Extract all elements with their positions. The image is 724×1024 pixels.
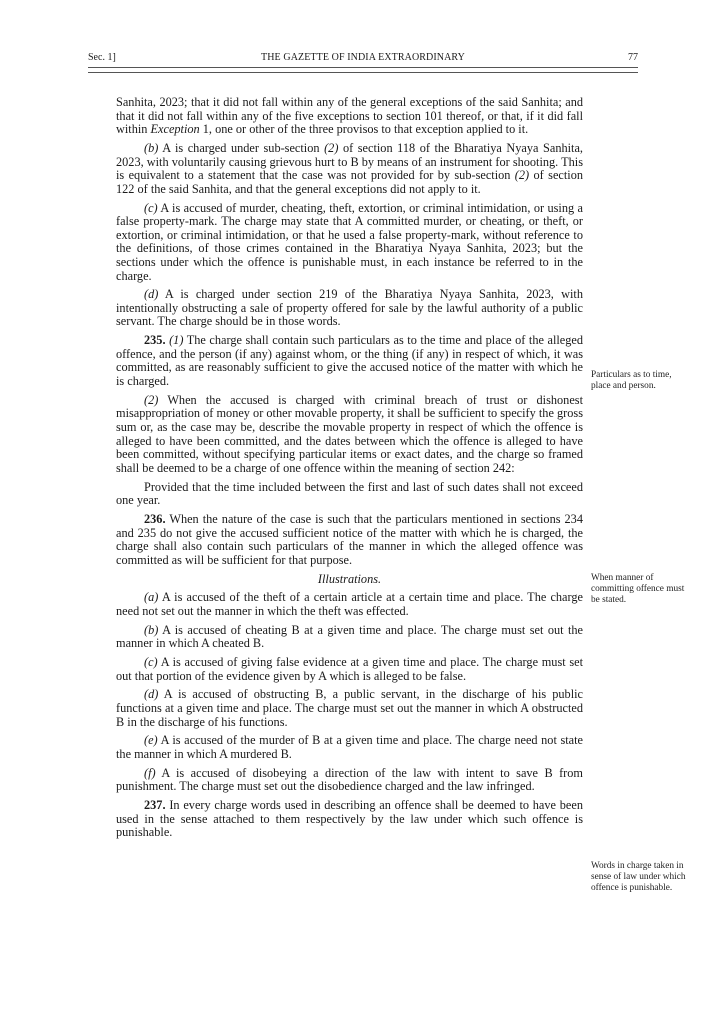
proviso: Provided that the time included between the first and last of such dates shall not exceed one year.: [116, 479, 583, 508]
paragraph-continuation: Sanhita, 2023; that it did not fall within any of the general exceptions of the said Sanhita; and that it did not fall within any of the five exceptions to section 101 thereof, or that, if it did fall within Exception 1, one or other of the three provisos to that exception applied to it.: [116, 95, 583, 137]
gazette-title: THE GAZETTE OF INDIA EXTRAORDINARY: [261, 52, 465, 63]
illustration-c: (c) A is accused of murder, cheating, theft, extortion, or criminal intimidation, or using a false property-mark. The charge may state that A committed murder, or cheating, or theft, or extortion, or criminal intimidation, or that he used a false property-mark, without reference to the definitions, of those crimes contained in the Bharatiya Nyaya Sanhita, 2023; but the sections under which the offence is punishable must, in each instance be referred to in the charge.: [116, 200, 583, 283]
illustration-236-b: (b) A is accused of cheating B at a given time and place. The charge must set out the manner in which A cheated B.: [116, 622, 583, 651]
illustration-b: (b) A is charged under sub-section (2) of section 118 of the Bharatiya Nyaya Sanhita, 2023, with voluntarily causing grievous hurt to B by means of an instrument for shooting. This is equivalent to a statement that the case was not provided for by sub-section (2) of section 122 of the said Sanhita, and that the general exceptions did not apply to it.: [116, 140, 584, 196]
section-236: 236. When the nature of the case is such that the particulars mentioned in sections 234 and 235 do not give the accused sufficient notice of the matter with which he is charged, the charge shall also contain such particulars of the manner in which the alleged offence was committed as will be sufficient for that purpose.: [116, 511, 583, 567]
gazette-header: [88, 52, 638, 68]
page-number: 77: [628, 52, 638, 63]
illustration-236-a: (a) A is accused of the theft of a certain article at a certain time and place. The charge need not set out the manner in which the theft was effected.: [116, 590, 583, 618]
illustration-236-d: (d) A is accused of obstructing B, a public servant, in the discharge of his public functions at a given time and place. The charge must set out the manner in which A obstructed B in the discharge of his functions.: [116, 687, 584, 729]
illustration-236-f: (f) A is accused of disobeying a direction of the law with intent to save B from punishment. The charge must set out the disobedience charged and the law infringed.: [116, 765, 583, 794]
document-body: [116, 96, 583, 845]
illustration-d: (d) A is charged under section 219 of the Bharatiya Nyaya Sanhita, 2023, with intentionally obstructing a sale of property offered for sale by the lawful authority of a public servant. The charge should be in those words.: [116, 287, 583, 329]
illustration-236-c: (c) A is accused of giving false evidence at a given time and place. The charge must set out that portion of the evidence given by A which is alleged to be false.: [116, 655, 584, 683]
section-237: 237. In every charge words used in describing an offence shall be deemed to have been used in the sense attached to them respectively by the law under which such offence is punishable.: [116, 798, 583, 840]
margin-note-235: Particulars as to time, place and person.: [591, 370, 672, 392]
section-235-2: (2) When the accused is charged with criminal breach of trust or dishonest misappropriation of money or other movable property, it shall be sufficient to specify the gross sum or, as the case may be, describe the movable property in respect of which the offence is alleged to have been committed, and the dates between which the offence is alleged to have been committed, without specifying particular items or exact dates, and the charge so framed shall be deemed to be a charge of one offence within the meaning of section 242:: [116, 392, 583, 475]
illustrations-heading: Illustrations.: [317, 571, 382, 586]
margin-note-237: Words in charge taken in sense of law under which offence is punishable.: [591, 861, 686, 894]
margin-note-236: When manner of committing offence must be stated.: [591, 573, 685, 606]
section-235: 235. (1) The charge shall contain such particulars as to the time and place of the alleged offence, and the person (if any) against whom, or the thing (if any) in respect of which, it was committed, as are reasonably sufficient to give the accused notice of the matter with which he is charged.: [116, 333, 583, 389]
illustration-236-e: (e) A is accused of the murder of B at a given time and place. The charge need not state the manner in which A murdered B.: [116, 733, 583, 761]
section-marker: Sec. 1]: [88, 52, 116, 63]
header-rule: [88, 67, 638, 73]
